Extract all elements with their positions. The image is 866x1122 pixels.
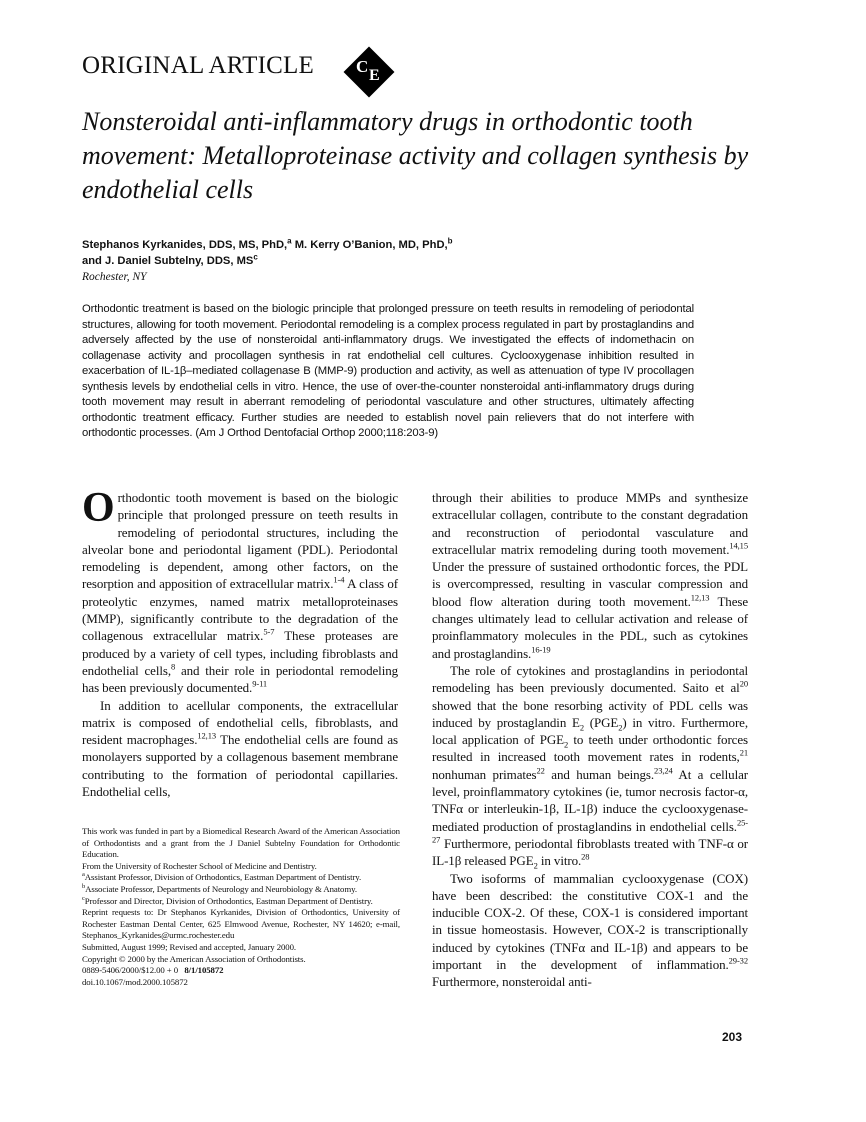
paragraph — [432, 489, 748, 662]
text-run: Furthermore, periodontal fibroblasts treated with TNF-α or IL-1β released PGE — [432, 835, 748, 869]
citation: 1-4 — [333, 575, 345, 586]
affiliation-text: Professor and Director, Division of Orthodontics, Eastman Department of Dentistry. — [84, 895, 373, 906]
text-run: and human beings. — [544, 766, 655, 782]
author-location: Rochester, NY — [82, 271, 147, 283]
citation: 5-7 — [263, 627, 275, 638]
subscript: 2 — [563, 739, 569, 750]
text-run: These proteases are produced by a variety of cell types, including fibroblasts and endothelial cells, — [82, 628, 398, 678]
reprint-note: Reprint requests to: Dr Stephanos Kyrkanides, Division of Orthodontics, University of Rochester Eastman Dental Center, 625 Elmwood Avenue, Rochester, NY 14620; e-mail, Stephanos_Kyrkanides@urmc.rochester.edu — [82, 907, 400, 941]
text-run: through their abilities to produce MMPs and synthesize extracellular collagen, contribute to the constant degradation and reconstruction of periodontal vasculature and extracellular matrix remodeling during tooth movement. — [432, 490, 748, 557]
author-kyrkanides: Stephanos Kyrkanides, DDS, MS, PhD, — [82, 239, 288, 251]
text-run: At a cellular level, proinflammatory cytokines (ie, tumor necrosis factor-α, TNFα or interleukin-1β, IL-1β) induce the cyclooxygenase-mediated production of prostaglandins in endothelial cells. — [432, 766, 748, 834]
citation: 29-32 — [728, 955, 748, 966]
text-run: showed that the bone resorbing activity of PDL cells was induced by prostaglandin E — [432, 697, 748, 730]
text-run: Furthermore, nonsteroidal anti- — [432, 974, 592, 990]
affiliation-mark: b — [82, 883, 86, 891]
subscript: 2 — [533, 860, 538, 871]
citation: 8 — [170, 661, 176, 672]
affiliation-c — [82, 896, 400, 908]
citation: 25-27 — [432, 817, 748, 845]
affiliation-mark: a — [287, 236, 292, 246]
ce-letter-e: E — [369, 67, 380, 84]
citation: 12,13 — [197, 730, 217, 741]
author-list — [82, 237, 702, 269]
paragraph — [432, 870, 748, 991]
drop-cap: O — [82, 485, 115, 531]
author-subtelny: and J. Daniel Subtelny, DDS, MS — [82, 255, 254, 267]
ce-letter-c: C — [356, 57, 369, 76]
page-number: 203 — [722, 1030, 743, 1044]
article-title — [82, 105, 782, 207]
text-run: The endothelial cells are found as monolayers supported by a collagenous basement membrane contributing to the formation of periodontal capillaries. Endothelial cells, — [82, 732, 398, 800]
author-line — [82, 253, 702, 269]
text-run: These changes ultimately lead to cellular activation and release of proinflammatory molecules in the PDL, such as cytokines and prostaglandins. — [432, 593, 748, 661]
text-run: Two isoforms of mammalian cyclooxygenase (COX) have been described: the constitutive COX-1 and the inducible COX-2. Of these, COX-1 is considered important in tissue homeostasis. However, COX-2 is transcriptionally induced by cytokines (TNFα and IL-1β) and appears to be important in the development of inflammation. — [432, 870, 748, 973]
title-line: movement: Metalloproteinase activity and collagen synthesis by — [82, 141, 749, 170]
body-column-right — [432, 489, 748, 991]
article-code: 8/1/105872 — [184, 965, 224, 976]
body-column-left — [82, 485, 399, 800]
funding-note: This work was funded in part by a Biomedical Research Award of the American Association of Orthodontists and a grant from the J Daniel Subtelny Foundation for Orthodontic Education. — [82, 826, 400, 860]
citation: 12,13 — [690, 592, 710, 603]
citation: 9-11 — [252, 678, 268, 689]
title-line: Nonsteroidal anti-inflammatory drugs in orthodontic tooth — [82, 107, 693, 136]
issn: 0889-5406/2000/$12.00 + 0 — [82, 965, 179, 976]
affiliation-mark: c — [253, 252, 258, 262]
citation: 14,15 — [729, 540, 748, 551]
issn-line — [82, 965, 400, 977]
title-line: endothelial cells — [82, 175, 254, 204]
affiliation-b — [82, 884, 400, 896]
affiliation-mark: a — [82, 871, 85, 879]
citation: 21 — [739, 748, 748, 759]
subscript: 2 — [579, 722, 584, 733]
text-run: A class of proteolytic enzymes, named matrix metalloproteinases (MMP), significantly contribute to the degradation of the collagenous extracellular matrix. — [82, 576, 398, 644]
text-run: In addition to acellular components, the extracellular matrix is composed of endothelial cells, fibroblasts, and resident macrophages. — [82, 697, 398, 748]
paragraph — [432, 662, 748, 870]
affiliation-a — [82, 872, 400, 884]
abstract: Orthodontic treatment is based on the biologic principle that prolonged pressure on teeth results in remodeling of periodontal structures, allowing for tooth movement. Periodontal remodeling is a complex process regulated in part by prostaglandins and adversely affected by the use of nonsteroidal anti-inflammatory drugs. We investigated the effects of indomethacin on collagenase activity and procollagen synthesis in rat endothelial cell cultures. Cyclooxygenase inhibition resulted in exacerbation of IL-1β–mediated collagenase B (MMP-9) production and activity, as well as attenuation of type IV procollagen synthesis levels by endothelial cells in vitro. Hence, the use of over-the-counter nonsteroidal anti-inflammatory drugs during tooth movement may result in aberrant remodeling of periodontal vasculature and other structures, ultimately affecting orthodontic treatment efficacy. Further studies are needed to establish novel pain relievers that do not interfere with orthodontic processes. (Am J Orthod Dentofacial Orthop 2000;118:203-9) — [82, 303, 694, 439]
text-run: and their role in periodontal remodeling has been previously documented. — [82, 662, 399, 696]
text-run: The role of cytokines and prostaglandins in periodontal remodeling has been previously documented. Saito et al — [432, 662, 748, 696]
affiliation-note: From the University of Rochester School of Medicine and Dentistry. — [82, 860, 317, 871]
citation: 16-19 — [531, 644, 551, 655]
submitted-note: Submitted, August 1999; Revised and accepted, January 2000. — [82, 941, 296, 952]
citation: 28 — [581, 851, 590, 862]
ce-badge — [343, 46, 395, 98]
text-run: in vitro. — [537, 853, 582, 869]
text-run: (PGE — [583, 714, 619, 730]
affiliation-mark: c — [82, 894, 85, 902]
author-line — [82, 237, 702, 253]
text-run: Under the pressure of sustained orthodontic forces, the PDL is overcompressed, resulting in vascular compression and blood flow alteration during tooth movement. — [432, 559, 748, 609]
citation: 20 — [739, 678, 748, 689]
paragraph — [82, 697, 398, 801]
text-run: to teeth under orthodontic forces resulted in increased tooth movement rates in rodents, — [432, 732, 748, 765]
author-obanion: M. Kerry O’Banion, MD, PhD, — [291, 239, 448, 251]
affiliation-mark: b — [447, 236, 453, 246]
affiliation-text: Assistant Professor, Division of Orthodontics, Eastman Department of Dentistry. — [84, 872, 362, 883]
subscript: 2 — [618, 722, 623, 733]
doi: doi.10.1067/mod.2000.105872 — [82, 976, 188, 987]
section-label: ORIGINAL ARTICLE — [82, 52, 314, 79]
text-run: rthodontic tooth movement is based on the biologic principle that prolonged pressure on teeth results in remodeling of periodontal structures, including the alveolar bone and periodontal ligament (PDL). Periodontal remodeling is dependent, among other factors, on the resorption and apposition of extracellular matrix. — [82, 490, 398, 592]
copyright-note: Copyright © 2000 by the American Association of Orthodontists. — [82, 953, 306, 964]
footnotes — [82, 826, 400, 988]
text-run: ) in vitro. Furthermore, local application of PGE — [432, 714, 749, 748]
affiliation-text: Associate Professor, Departments of Neurology and Neurobiology & Anatomy. — [85, 883, 357, 894]
paragraph — [82, 485, 399, 697]
citation: 23,24 — [654, 765, 673, 776]
text-run: nonhuman primates — [432, 766, 537, 782]
citation: 22 — [536, 765, 545, 776]
